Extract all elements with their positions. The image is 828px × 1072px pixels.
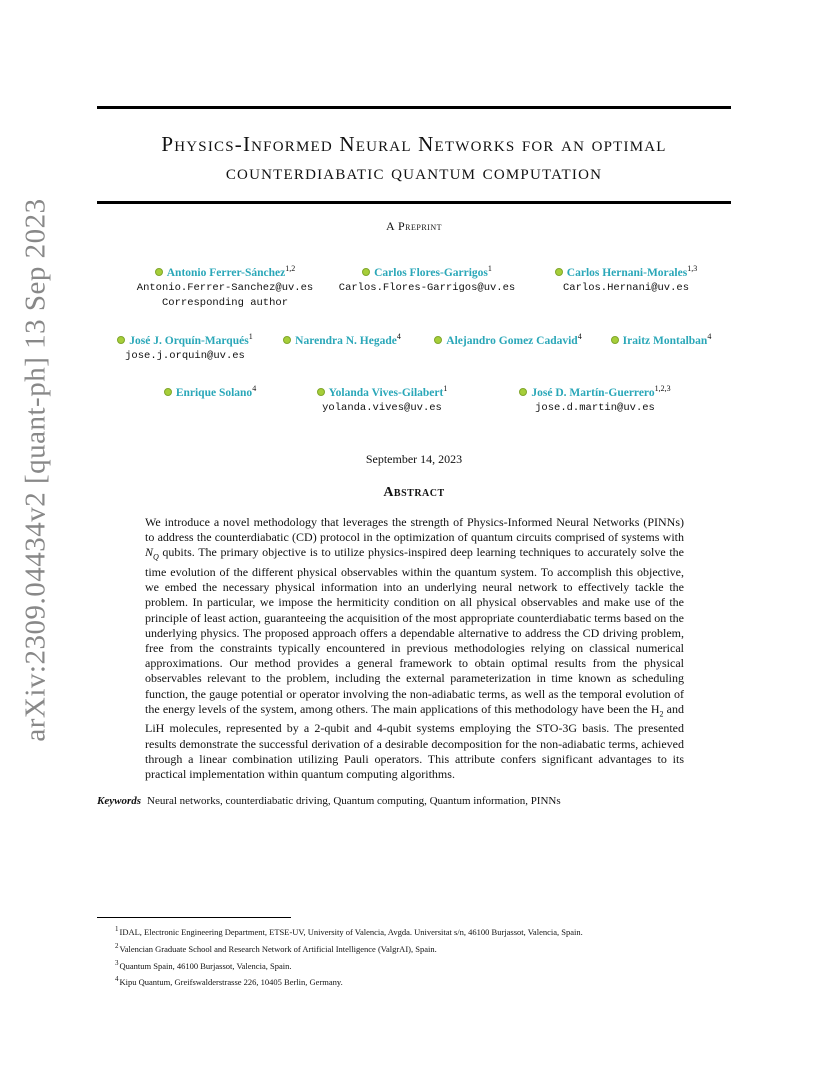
publication-date: September 14, 2023: [365, 452, 463, 466]
author-block: [272, 329, 412, 349]
orcid-icon[interactable]: [519, 388, 527, 396]
author-name-link[interactable]: Yolanda Vives-Gilabert$^1$: [292, 381, 472, 401]
orcid-icon[interactable]: [434, 336, 442, 344]
title-line-1: Physics-Informed Neural Networks for an optimal: [161, 132, 667, 156]
author-block: [100, 329, 270, 364]
author-email[interactable]: Carlos.Hernani@uv.es: [562, 281, 690, 294]
keywords-line: [97, 795, 731, 807]
abstract-heading: Abstract: [383, 485, 445, 500]
keywords-list: Neural networks, counterdiabatic driving, Quantum computing, Quantum information, PINNs: [147, 795, 561, 807]
keywords-label: Keywords: [97, 795, 141, 807]
title-bottom-rule: [97, 201, 731, 204]
footnote: $^2$Valencian Graduate School and Research Network of Artificial Intelligence (ValgrAI), Spain.: [115, 941, 437, 954]
author-block: [312, 261, 542, 296]
author-email[interactable]: jose.j.orquin@uv.es: [125, 349, 245, 362]
orcid-icon[interactable]: [362, 268, 370, 276]
author-name-link[interactable]: Antonio Ferrer-Sánchez$^{1,2}$: [110, 261, 340, 281]
footnote: $^4$Kipu Quantum, Greifswalderstrasse 226, 10405 Berlin, Germany.: [115, 975, 343, 988]
author-name-link[interactable]: Carlos Hernani-Morales$^{1,3}$: [516, 261, 736, 281]
author-name-link[interactable]: Narendra N. Hegade$^4$: [272, 329, 412, 349]
orcid-icon[interactable]: [555, 268, 563, 276]
author-block: [292, 381, 472, 416]
author-name-link[interactable]: Iraitz Montalban$^4$: [598, 329, 724, 349]
author-name-link[interactable]: Alejandro Gomez Cadavid$^4$: [418, 329, 598, 349]
footnote: $^3$Quantum Spain, 46100 Burjassot, Valencia, Spain.: [115, 958, 292, 971]
author-email[interactable]: yolanda.vives@uv.es: [322, 401, 442, 414]
arxiv-identifier-text: arXiv:2309.04434v2 [quant-ph] 13 Sep 2023: [19, 198, 52, 742]
footnotes: [115, 922, 735, 989]
orcid-icon[interactable]: [283, 336, 291, 344]
author-block: [500, 381, 690, 416]
author-block: [418, 329, 598, 349]
orcid-icon[interactable]: [117, 336, 125, 344]
abstract-body: We introduce a novel methodology that leverages the strength of Physics-Informed Neural Networks (PINNs) to address the counterdiabatic (CD) protocol in the optimization of quantum circuits comprised of systems with $N_Q$ qubits. The primary objective is to utilize physics-inspired deep learning techniques to accurately solve the time evolution of the different physical observables within the quantum system. To accomplish this objective, we embed the necessary physical information into an underlying neural network to effectively tackle the problem. In particular, we impose the hermiticity condition on all physical observables and make use of the principle of least action, guaranteeing the acquisition of the most appropriate counterdiabatic terms based on the underlying physics. The proposed approach offers a dependable alternative to address the CD driving problem, free from the constraints typically encountered in previous methodologies relying on classical numerical approximations. Our method provides a general framework to obtain optimal results from the physical observables relevant to the problem, including the external parameterization in time known as scheduling function, the gauge potential or operator involving the non-adiabatic terms, as well as the temporal evolution of the energy levels of the system, among others. The main applications of this methodology have been the $H_2$ and LiH molecules, represented by a 2-qubit and 4-qubit systems employing the STO-3G basis. The presented results demonstrate the successful derivation of a desirable decomposition for the non-adiabatic terms, achieved through a linear combination utilizing Pauli operators. This attribute confers significant advantages to its practical implementation within quantum computing algorithms.: [145, 515, 685, 782]
author-name-link[interactable]: José J. Orquín-Marqués$^1$: [100, 329, 270, 349]
author-email[interactable]: jose.d.martin@uv.es: [535, 401, 655, 414]
author-name-link[interactable]: Enrique Solano$^4$: [135, 381, 285, 401]
preprint-label: A Preprint: [385, 219, 442, 233]
author-block: [110, 261, 340, 311]
author-block: [516, 261, 736, 296]
paper-title: [97, 130, 731, 186]
author-block: [598, 329, 724, 349]
author-name-link[interactable]: José D. Martín-Guerrero$^{1,2,3}$: [500, 381, 690, 401]
orcid-icon[interactable]: [317, 388, 325, 396]
orcid-icon[interactable]: [155, 268, 163, 276]
title-line-2: counterdiabatic quantum computation: [225, 160, 603, 184]
author-block: [135, 381, 285, 401]
author-name-link[interactable]: Carlos Flores-Garrigos$^1$: [312, 261, 542, 281]
orcid-icon[interactable]: [611, 336, 619, 344]
orcid-icon[interactable]: [164, 388, 172, 396]
footnote-rule: [97, 917, 291, 918]
author-email[interactable]: Carlos.Flores-Garrigos@uv.es: [338, 281, 516, 294]
title-top-rule: [97, 106, 731, 109]
author-email[interactable]: Antonio.Ferrer-Sanchez@uv.es: [136, 281, 314, 294]
footnote: $^1$IDAL, Electronic Engineering Department, ETSE-UV, University of Valencia, Avgda. Universitat s/n, 46100 Burjassot, Valencia, Spain.: [115, 925, 583, 937]
corresponding-author-note: Corresponding author: [161, 296, 289, 309]
